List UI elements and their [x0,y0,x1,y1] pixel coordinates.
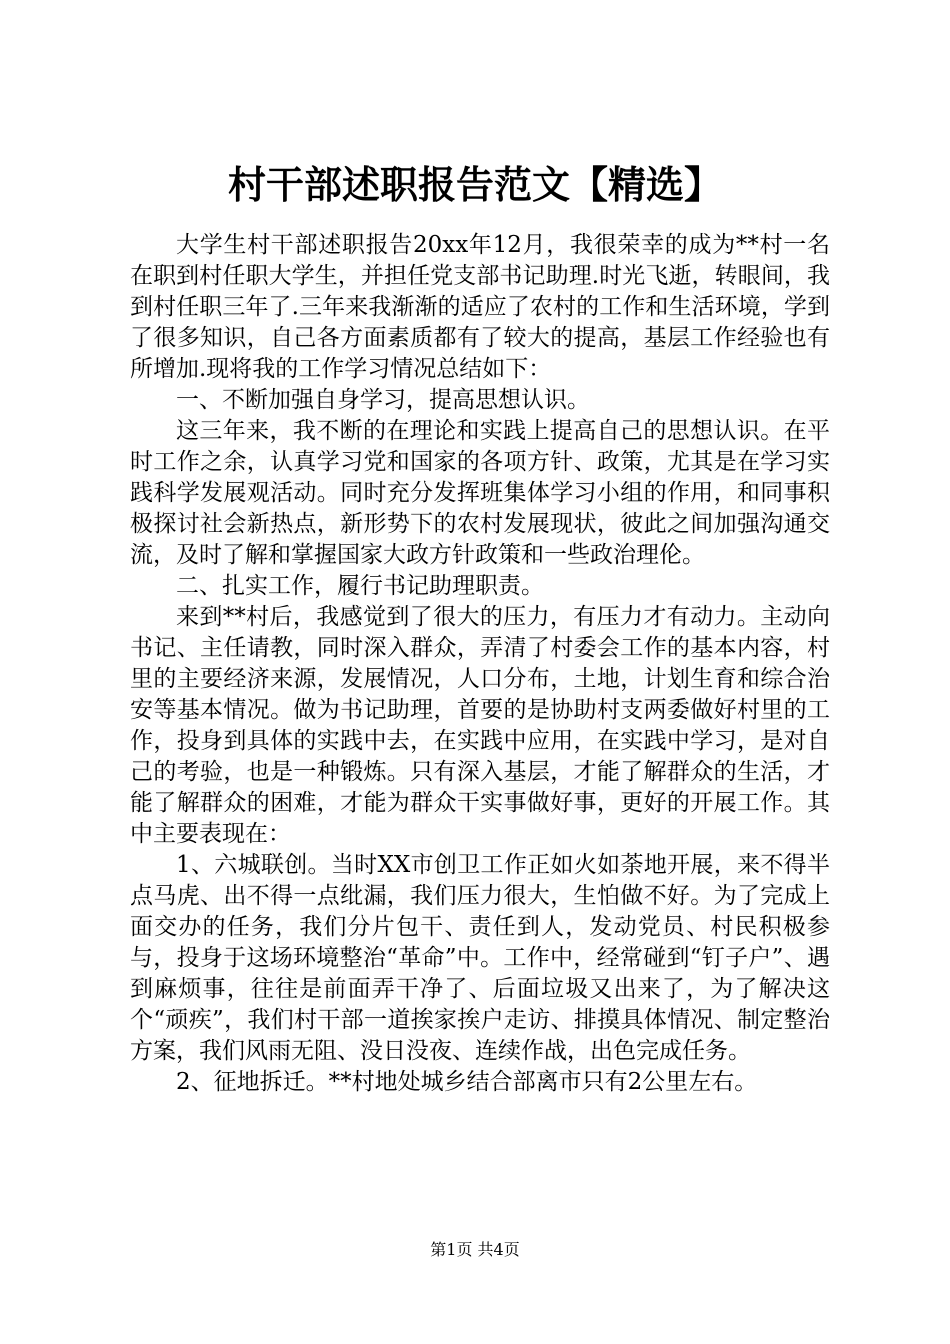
page-footer: 第1页 共4页 [430,1240,520,1259]
body-paragraph: 来到**村后，我感觉到了很大的压力，有压力才有动力。主动向书记、主任请教，同时深入群众，弄清了村委会工作的基本内容，村里的主要经济来源，发展情况，人口分布，土地，计划生育和综合治安等基本情况。做为书记助理，首要的是协助村支两委做好村里的工作，投身到具体的实践中去，在实践中应用，在实践中学习，是对自己的考验，也是一种锻炼。只有深入基层，才能了解群众的生活，才能了解群众的困难，才能为群众干实事做好事，更好的开展工作。其中主要表现在： [130,604,830,847]
intro-paragraph: 大学生村干部述职报告20xx年12月，我很荣幸的成为**村一名在职到村任职大学生，并担任党支部书记助理.时光飞逝，转眼间，我到村任职三年了.三年来我渐渐的适应了农村的工作和生活环境，学到了很多知识，自己各方面素质都有了较大的提高，基层工作经验也有所增加.现将我的工作学习情况总结如下： [130,232,830,382]
section-heading-2: 二、扎实工作，履行书记助理职责。 [176,573,544,599]
document-title: 村干部述职报告范文【精选】 [227,162,722,207]
section-heading-1: 一、不断加强自身学习，提高思想认识。 [176,387,590,413]
document-body [130,230,830,1098]
body-paragraph: 这三年来，我不断的在理论和实践上提高自己的思想认识。在平时工作之余，认真学习党和国家的各项方针、政策，尤其是在学习实践科学发展观活动。同时充分发挥班集体学习小组的作用，和同事积极探讨社会新热点，新形势下的农村发展现状，彼此之间加强沟通交流，及时了解和掌握国家大政方针政策和一些政治理伦。 [130,418,830,568]
list-item-1: 1、六城联创。当时XX市创卫工作正如火如荼地开展，来不得半点马虎、出不得一点纰漏，我们压力很大，生怕做不好。为了完成上面交办的任务，我们分片包干、责任到人，发动党员、村民积极参与，投身于这场环境整治“革命”中。工作中，经常碰到“钉子户”、遇到麻烦事，往往是前面弄干净了、后面垃圾又出来了，为了解决这个“顽疾”，我们村干部一道挨家挨户走访、排摸具体情况、制定整治方案，我们风雨无阻、没日没夜、连续作战，出色完成任务。 [130,852,830,1064]
list-item-2: 2、征地拆迁。**村地处城乡结合部离市只有2公里左右。 [176,1069,758,1095]
